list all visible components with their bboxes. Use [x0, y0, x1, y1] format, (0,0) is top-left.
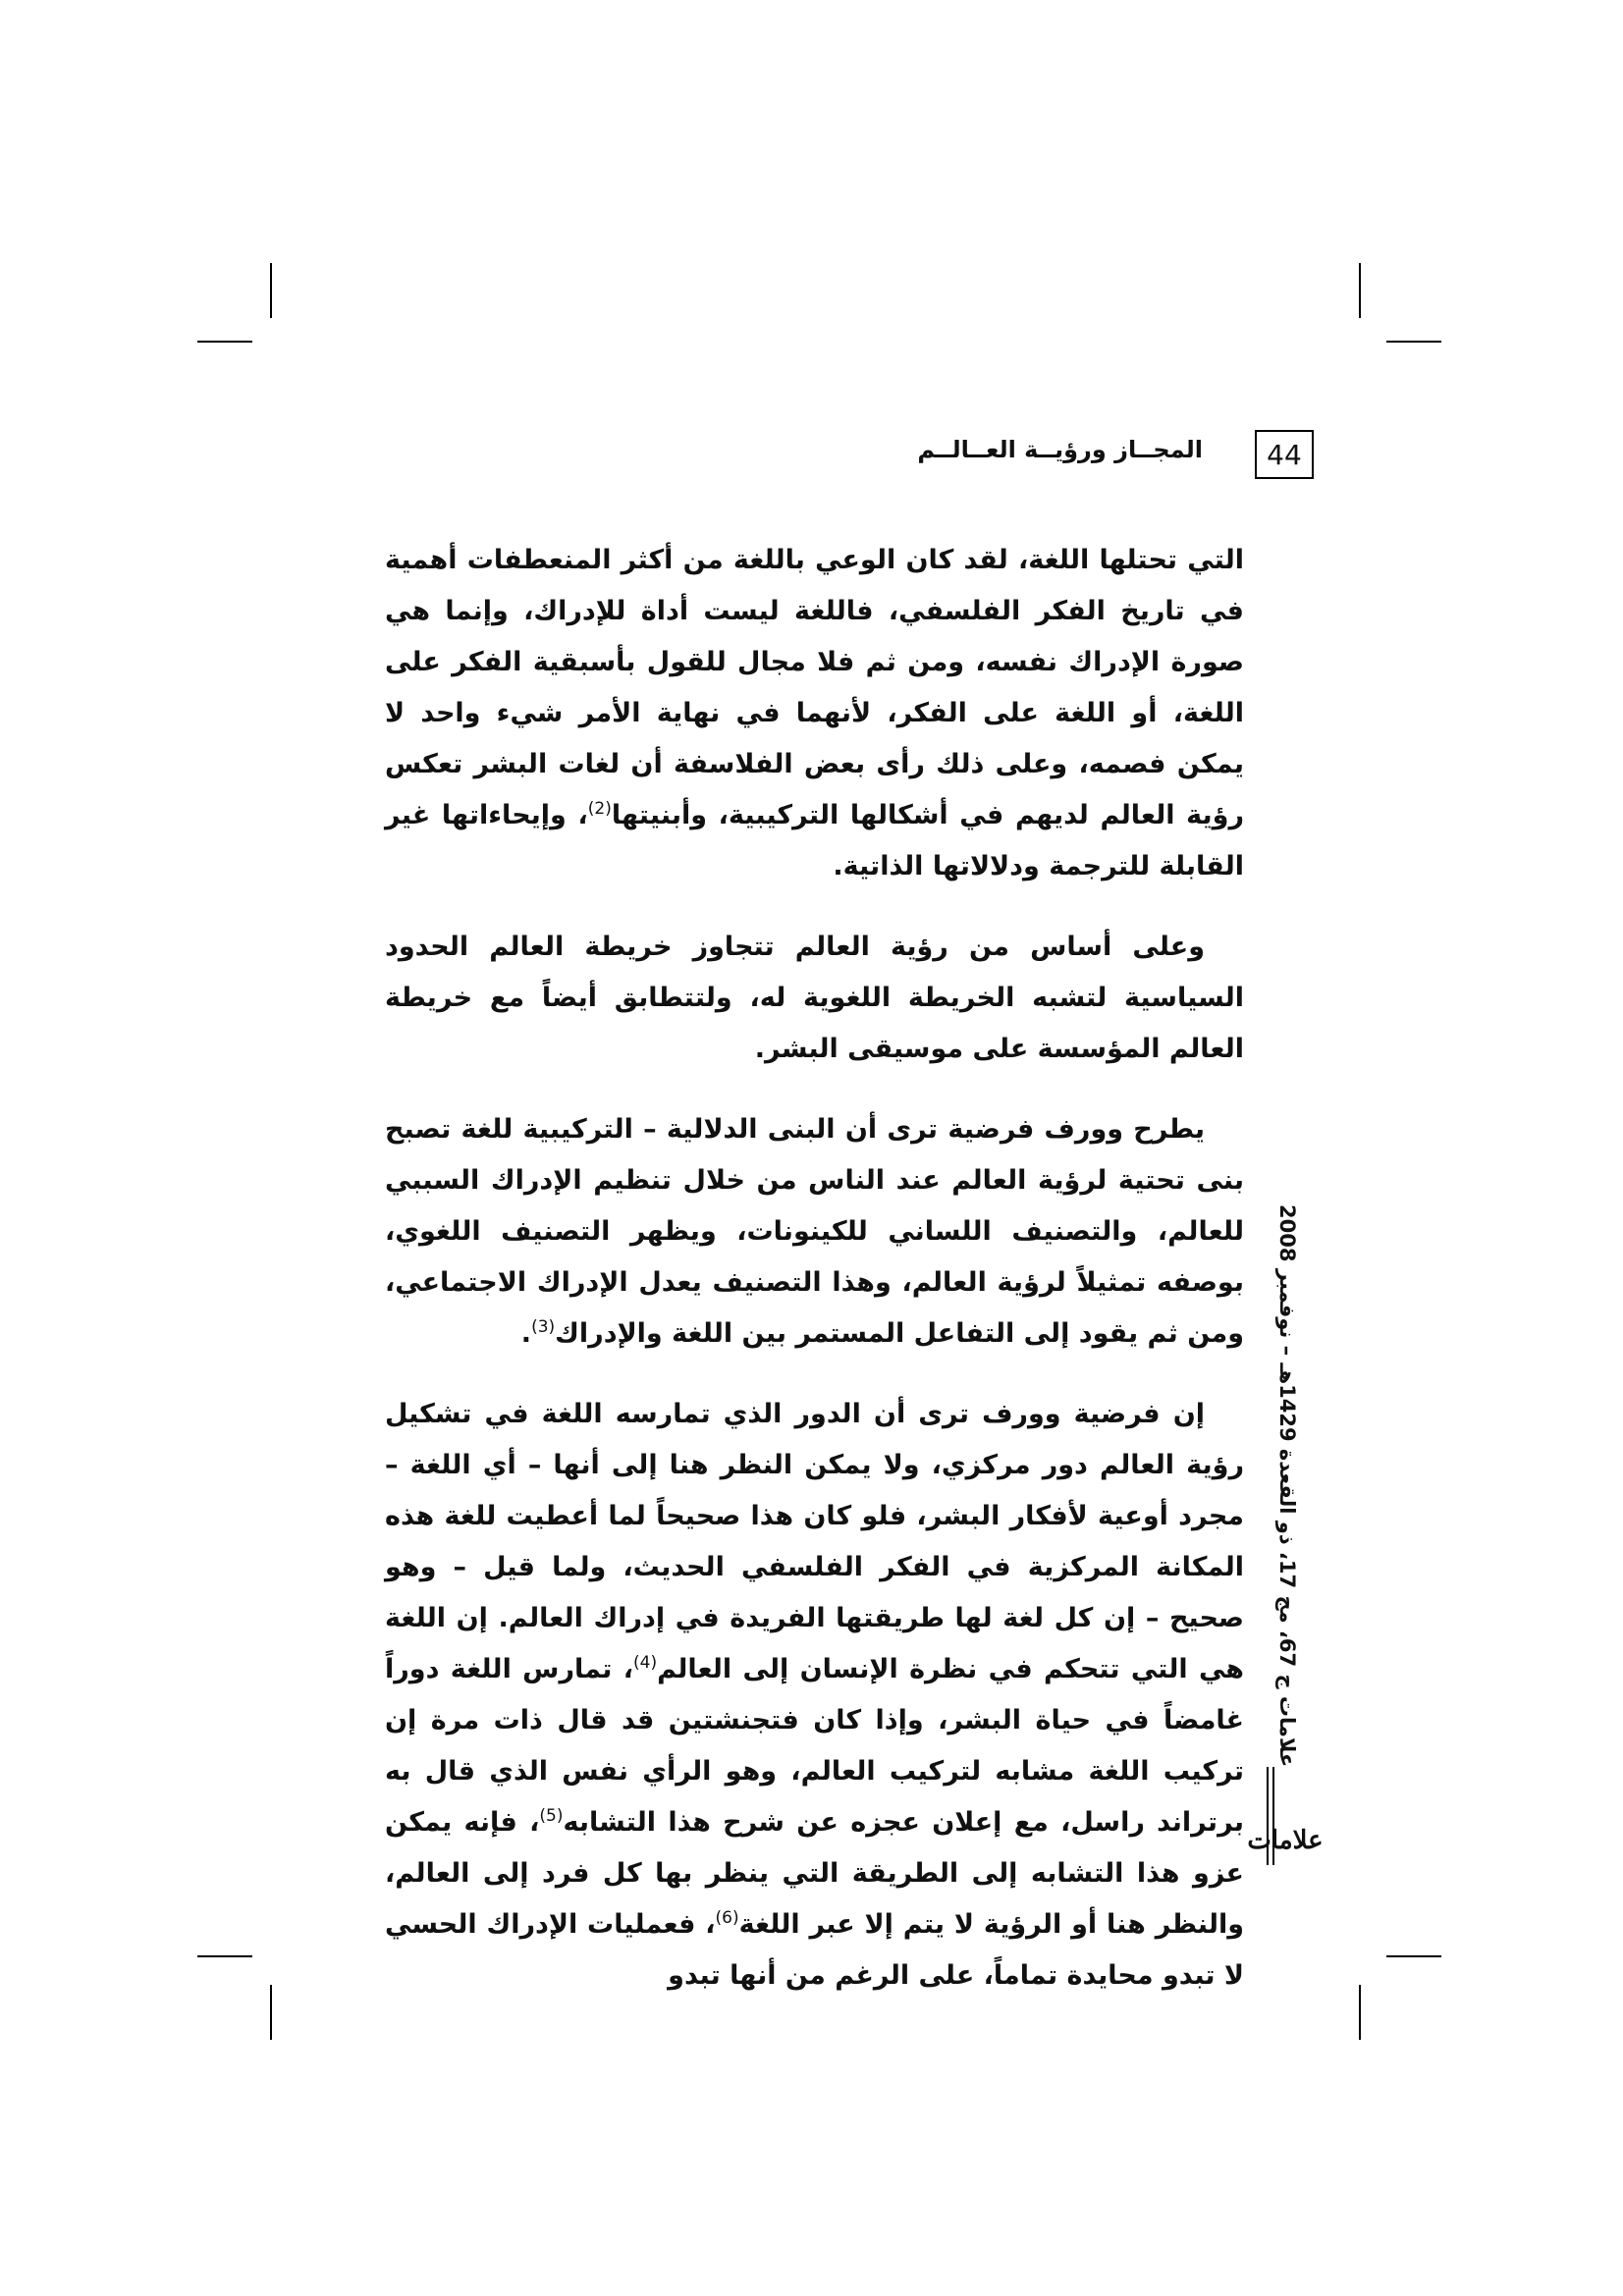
- footnote-ref: (6): [715, 1908, 739, 1928]
- running-head: المجــاز ورؤيــة العــالــم: [917, 436, 1203, 463]
- journal-logo: علامات: [1247, 1826, 1324, 1855]
- footnote-ref: (2): [587, 799, 612, 819]
- crop-mark-top-right-vertical: [1359, 263, 1361, 318]
- footnote-ref: (5): [539, 1806, 564, 1826]
- paragraph: [385, 1389, 1244, 2002]
- crop-mark-bottom-right-horizontal: [1386, 1955, 1441, 1957]
- page-number-text: 44: [1267, 438, 1302, 471]
- article-body: [385, 535, 1244, 2031]
- footnote-ref: (3): [531, 1317, 556, 1337]
- journal-issue-caption: علامات ج 67، مج 17، ذو القعدة 1429هـ – نوفمبر 2008: [1275, 1203, 1299, 1767]
- crop-mark-bottom-left-horizontal: [197, 1955, 252, 1957]
- crop-mark-bottom-right-vertical: [1359, 1985, 1361, 2040]
- paragraph-text: ، تمارس اللغة دوراً غامضاً في حياة البشر، وإذا كان فتجنشتين قد قال ذات مرة إن تركيب اللغة مشابه لتركيب العالم، وهو الرأي نفس الذي قال به برتراند راسل، مع إعلان عجزه عن شرح هذا التشابه: [385, 1654, 1245, 1838]
- paragraph-text: يطرح وورف فرضية ترى أن البنى الدلالية – التركيبية للغة تصبح بنى تحتية لرؤية العالم عند الناس من خلال تنظيم الإدراك السببي للعالم، والتصنيف اللساني للكينونات، ويظهر التصنيف اللغوي، بوصفه تمثيلاً لرؤية العالم، وهذا التصنيف يعدل الإدراك الاجتماعي، ومن ثم يقود إلى التفاعل المستمر بين اللغة والإدراك: [385, 1114, 1244, 1349]
- page-number: [1255, 430, 1314, 479]
- paragraph-text: إن فرضية وورف ترى أن الدور الذي تمارسه اللغة في تشكيل رؤية العالم دور مركزي، ولا يمكن النظر هنا إلى أنها – أي اللغة – مجرد أوعية لأفكار البشر، فلو كان هذا صحيحاً لما أعطيت للغة هذه المكانة المركزية في الفكر الفلسفي الحديث، ولما قيل – وهو صحيح – إن كل لغة لها طريقتها الفريدة في إدراك العالم. إن اللغة هي التي تتحكم في نظرة الإنسان إلى العالم: [385, 1399, 1244, 1684]
- crop-mark-top-left-vertical: [270, 263, 272, 318]
- paragraph: [385, 922, 1244, 1075]
- crop-mark-bottom-left-vertical: [270, 1985, 272, 2040]
- paragraph: [385, 1104, 1244, 1360]
- paragraph-text: ، فإنه يمكن عزو هذا التشابه إلى الطريقة التي ينظر بها كل فرد إلى العالم، والنظر هنا أو الرؤية لا يتم إلا عبر اللغة: [385, 1807, 1244, 1940]
- crop-mark-top-right-horizontal: [1386, 341, 1441, 343]
- crop-mark-top-left-horizontal: [197, 341, 252, 343]
- paragraph: [385, 535, 1244, 892]
- paragraph-text: التي تحتلها اللغة، لقد كان الوعي باللغة من أكثر المنعطفات أهمية في تاريخ الفكر الفلسفي، فاللغة ليست أداة للإدراك، وإنما هي صورة الإدراك نفسه، ومن ثم فلا مجال للقول بأسبقية الفكر على اللغة، أو اللغة على الفكر، لأنهما في نهاية الأمر شيء واحد لا يمكن فصمه، وعلى ذلك رأى بعض الفلاسفة أن لغات البشر تعكس رؤية العالم لديهم في أشكالها التركيبية، وأبنيتها: [385, 545, 1245, 830]
- journal-side-block: [1247, 1203, 1324, 1885]
- paragraph-text: ، فعمليات الإدراك الحسي لا تبدو محايدة تماماً، على الرغم من أنها تبدو: [385, 1909, 1244, 1991]
- paragraph-text: وعلى أساس من رؤية العالم تتجاوز خريطة العالم الحدود السياسية لتشبه الخريطة اللغوية له، ولتتطابق أيضاً مع خريطة العالم المؤسسة على موسيقى البشر.: [385, 932, 1244, 1064]
- paragraph-text: .: [520, 1318, 532, 1349]
- paragraph-text: ، وإيحاءاتها غير القابلة للترجمة ودلالاتها الذاتية.: [385, 800, 1244, 881]
- footnote-ref: (4): [632, 1653, 658, 1673]
